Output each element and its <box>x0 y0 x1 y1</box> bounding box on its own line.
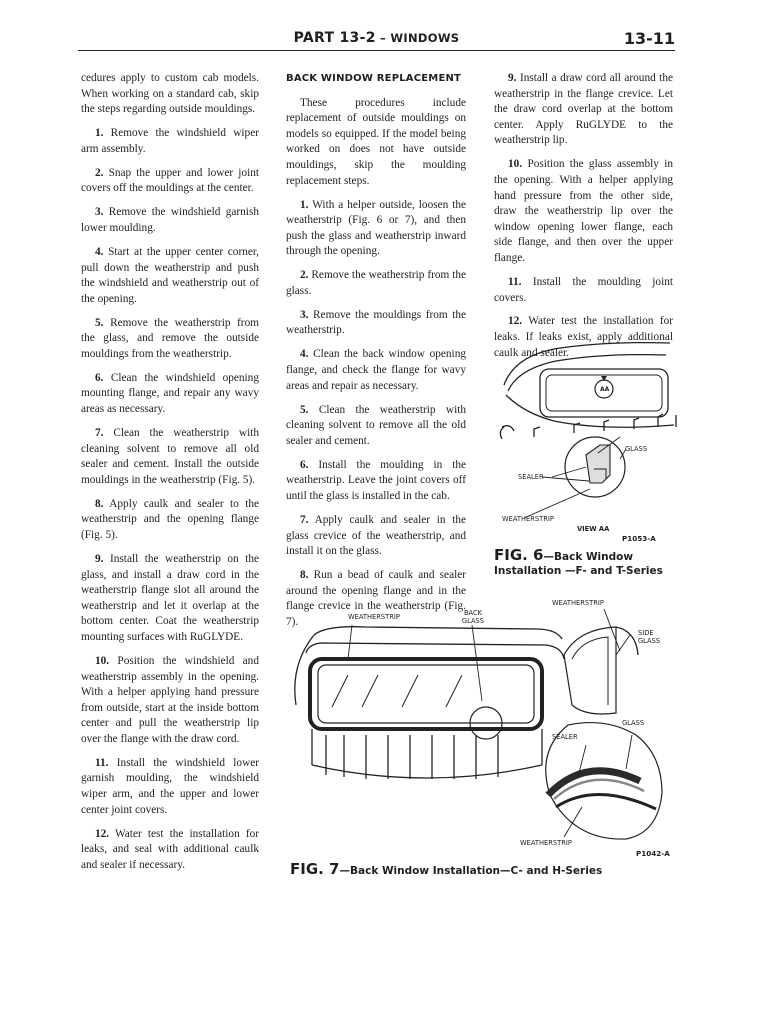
paragraph <box>81 205 259 236</box>
paragraph <box>286 308 466 339</box>
paragraph-text: Position the glass assembly in the opening. With a helper applying hand pressure from the other side, draw the weatherstrip lip over the window opening lower flange, each side flange, and then over the upper flange. <box>494 158 673 264</box>
step-number: 3. <box>300 308 309 321</box>
paragraph-text: Install the moulding in the weatherstrip. Leave the joint covers off until the glass is installed in the cab. <box>286 458 466 502</box>
text-column-2 <box>286 71 466 639</box>
paragraph <box>286 96 466 190</box>
weatherstrip-label: WEATHERSTRIP <box>502 515 554 523</box>
aa-label: AA <box>600 386 610 393</box>
step-number: 11. <box>508 275 522 288</box>
section-label: WINDOWS <box>390 31 460 45</box>
paragraph <box>81 166 259 197</box>
paragraph <box>81 71 259 118</box>
paragraph <box>81 426 259 488</box>
paragraph-text: Clean the weatherstrip with cleaning solvent to remove all old sealer and cement. Install the outside mouldings in the weatherstrip (Fig. 5). <box>81 427 259 486</box>
part-label: PART 13-2 <box>293 30 376 46</box>
view-aa-label: VIEW AA <box>577 525 610 533</box>
step-number: 7. <box>300 513 309 526</box>
side-glass-label <box>638 629 672 645</box>
paragraph <box>81 497 259 544</box>
paragraph-text: Apply caulk and sealer to the weatherstrip and the opening flange (Fig. 5). <box>81 497 259 541</box>
paragraph-text: Water test the installation for leaks, and seal with additional caulk and sealer if necessary. <box>81 827 259 871</box>
figure-7-drawing <box>286 595 680 860</box>
title-dash: – <box>375 31 391 45</box>
paragraph <box>81 126 259 157</box>
paragraph-text: Water test the installation for leaks. If leaks exist, apply additional caulk and sealer. <box>494 315 673 359</box>
step-number: 3. <box>95 206 104 219</box>
sealer-label-fig7: SEALER <box>552 733 578 741</box>
step-number: 2. <box>300 269 309 282</box>
paragraph-text: Clean the weatherstrip with cleaning solvent to remove all the old sealer and cement. <box>286 403 466 447</box>
paragraph <box>81 552 259 646</box>
paragraph-text: Install the windshield lower garnish moulding, the windshield wiper arm, and the upper and lower center joint covers. <box>81 756 260 816</box>
paragraph-text: Run a bead of caulk and sealer around the opening flange and in the flange crevice in the weatherstrip (Fig. 7). <box>286 569 467 628</box>
step-number: 9. <box>95 552 104 565</box>
paragraph <box>494 275 673 306</box>
running-title <box>78 30 675 46</box>
paragraph <box>286 347 466 394</box>
paragraph-text: Install the moulding joint covers. <box>494 275 673 304</box>
weatherstrip-label-top-left: WEATHERSTRIP <box>348 613 400 621</box>
step-number: 2. <box>95 166 104 179</box>
section-heading: BACK WINDOW REPLACEMENT <box>286 73 462 84</box>
weatherstrip-label-bottom: WEATHERSTRIP <box>520 839 572 847</box>
step-number: 10. <box>95 654 110 667</box>
step-number: 4. <box>95 245 104 258</box>
figure-6-code: P1053-A <box>622 534 656 543</box>
figure-7-code: P1042-A <box>636 849 670 858</box>
paragraph-text: cedures apply to custom cab models. When working on a standard cab, skip the steps regarding outside mouldings. <box>81 72 259 116</box>
paragraph <box>81 371 259 418</box>
step-number: 9. <box>508 72 517 84</box>
paragraph-text: Remove the mouldings from the weatherstrip. <box>286 308 466 337</box>
figure-7-caption <box>290 862 610 878</box>
back-glass-label <box>458 609 488 625</box>
paragraph-text: Install the weatherstrip on the glass, and install a draw cord in the weatherstrip flange slot all around the weatherstrip and let it overlap at the bottom center. Coat the weatherstrip mounting surfaces with RuGLYDE. <box>81 552 259 643</box>
paragraph-text: With a helper outside, loosen the weatherstrip (Fig. 6 or 7), and then push the glass and weatherstrip inward through the opening. <box>286 198 467 258</box>
page-number: 13-11 <box>623 29 675 48</box>
step-number: 4. <box>300 348 309 361</box>
paragraph-text: Clean the windshield opening mounting flange, and repair any wavy areas as necessary. <box>81 371 259 416</box>
step-number: 6. <box>300 458 309 471</box>
paragraph-text: Apply caulk and sealer in the glass crevice of the weatherstrip, and install it on the glass. <box>286 513 466 558</box>
paragraph <box>81 827 259 874</box>
paragraph-text: Install a draw cord all around the weatherstrip in the flange crevice. Let the draw cord overlap at the bottom center. Apply RuGLYDE to the weatherstrip lip. <box>494 72 673 147</box>
weatherstrip-label-top-right: WEATHERSTRIP <box>552 599 604 607</box>
paragraph <box>494 71 673 149</box>
side-glass-text: SIDE GLASS <box>638 629 661 645</box>
paragraph-text: Snap the upper and lower joint covers off the mouldings at the center. <box>81 166 259 195</box>
paragraph-text: Remove the weatherstrip from the glass, and remove the outside mouldings from the weatherstrip. <box>81 316 260 360</box>
step-number: 10. <box>508 158 523 171</box>
paragraph-text: Remove the windshield wiper arm assembly. <box>81 127 259 155</box>
figure-7-title: —Back Window Installation—C- and H-Series <box>339 865 603 877</box>
figure-7-illustration <box>286 595 680 860</box>
back-glass-text: BACK GLASS <box>461 609 485 625</box>
paragraph-text: Start at the upper center corner, pull down the weatherstrip and push the windshield and weatherstrip out of the opening. <box>81 245 259 305</box>
paragraph-text: Remove the weatherstrip from the glass. <box>286 269 467 297</box>
paragraph-text: Clean the back window opening flange, and check the flange for wavy areas and repair as necessary. <box>286 348 466 392</box>
paragraph <box>494 157 673 266</box>
text-column-1 <box>81 71 259 882</box>
step-number: 1. <box>95 127 104 140</box>
step-number: 1. <box>300 198 309 211</box>
paragraph <box>286 513 466 560</box>
step-number: 12. <box>95 827 110 840</box>
step-number: 5. <box>95 316 104 329</box>
paragraph <box>81 245 259 307</box>
paragraph <box>81 654 259 748</box>
figure-6-title: —Back Window Installation —F- and T-Series <box>494 551 663 577</box>
paragraph <box>286 198 466 260</box>
page-header <box>78 0 675 52</box>
glass-label: GLASS <box>625 445 648 453</box>
header-rule <box>78 50 675 51</box>
step-number: 11. <box>95 756 109 769</box>
paragraph-text: Remove the windshield garnish lower moulding. <box>81 206 259 234</box>
step-number: 8. <box>300 569 309 582</box>
paragraph <box>81 756 259 818</box>
step-number: 12. <box>508 315 523 328</box>
figure-6-caption <box>494 548 674 578</box>
paragraph <box>286 458 466 505</box>
sealer-label: SEALER <box>518 473 544 481</box>
figure-6-number: FIG. 6 <box>494 546 544 564</box>
text-column-3 <box>494 71 673 370</box>
paragraph <box>81 316 259 363</box>
paragraph-text: Position the windshield and weatherstrip assembly in the opening. With a helper applying hand pressure from outside, start at the inside bottom center and pull the weatherstrip lip over the flange with the draw cord. <box>81 654 259 745</box>
step-number: 7. <box>95 427 104 440</box>
figure-7-number: FIG. 7 <box>290 860 340 878</box>
paragraph <box>286 403 466 450</box>
step-number: 8. <box>95 497 104 510</box>
glass-label-fig7: GLASS <box>622 719 645 727</box>
step-number: 6. <box>95 371 104 384</box>
paragraph <box>286 268 466 299</box>
step-number: 5. <box>300 403 309 416</box>
paragraph-text: These procedures include replacement of outside mouldings on models so equipped. If the model being worked on does not have outside mouldings, skip the moulding replacement steps. <box>286 96 466 187</box>
figure-6-illustration <box>494 335 684 547</box>
